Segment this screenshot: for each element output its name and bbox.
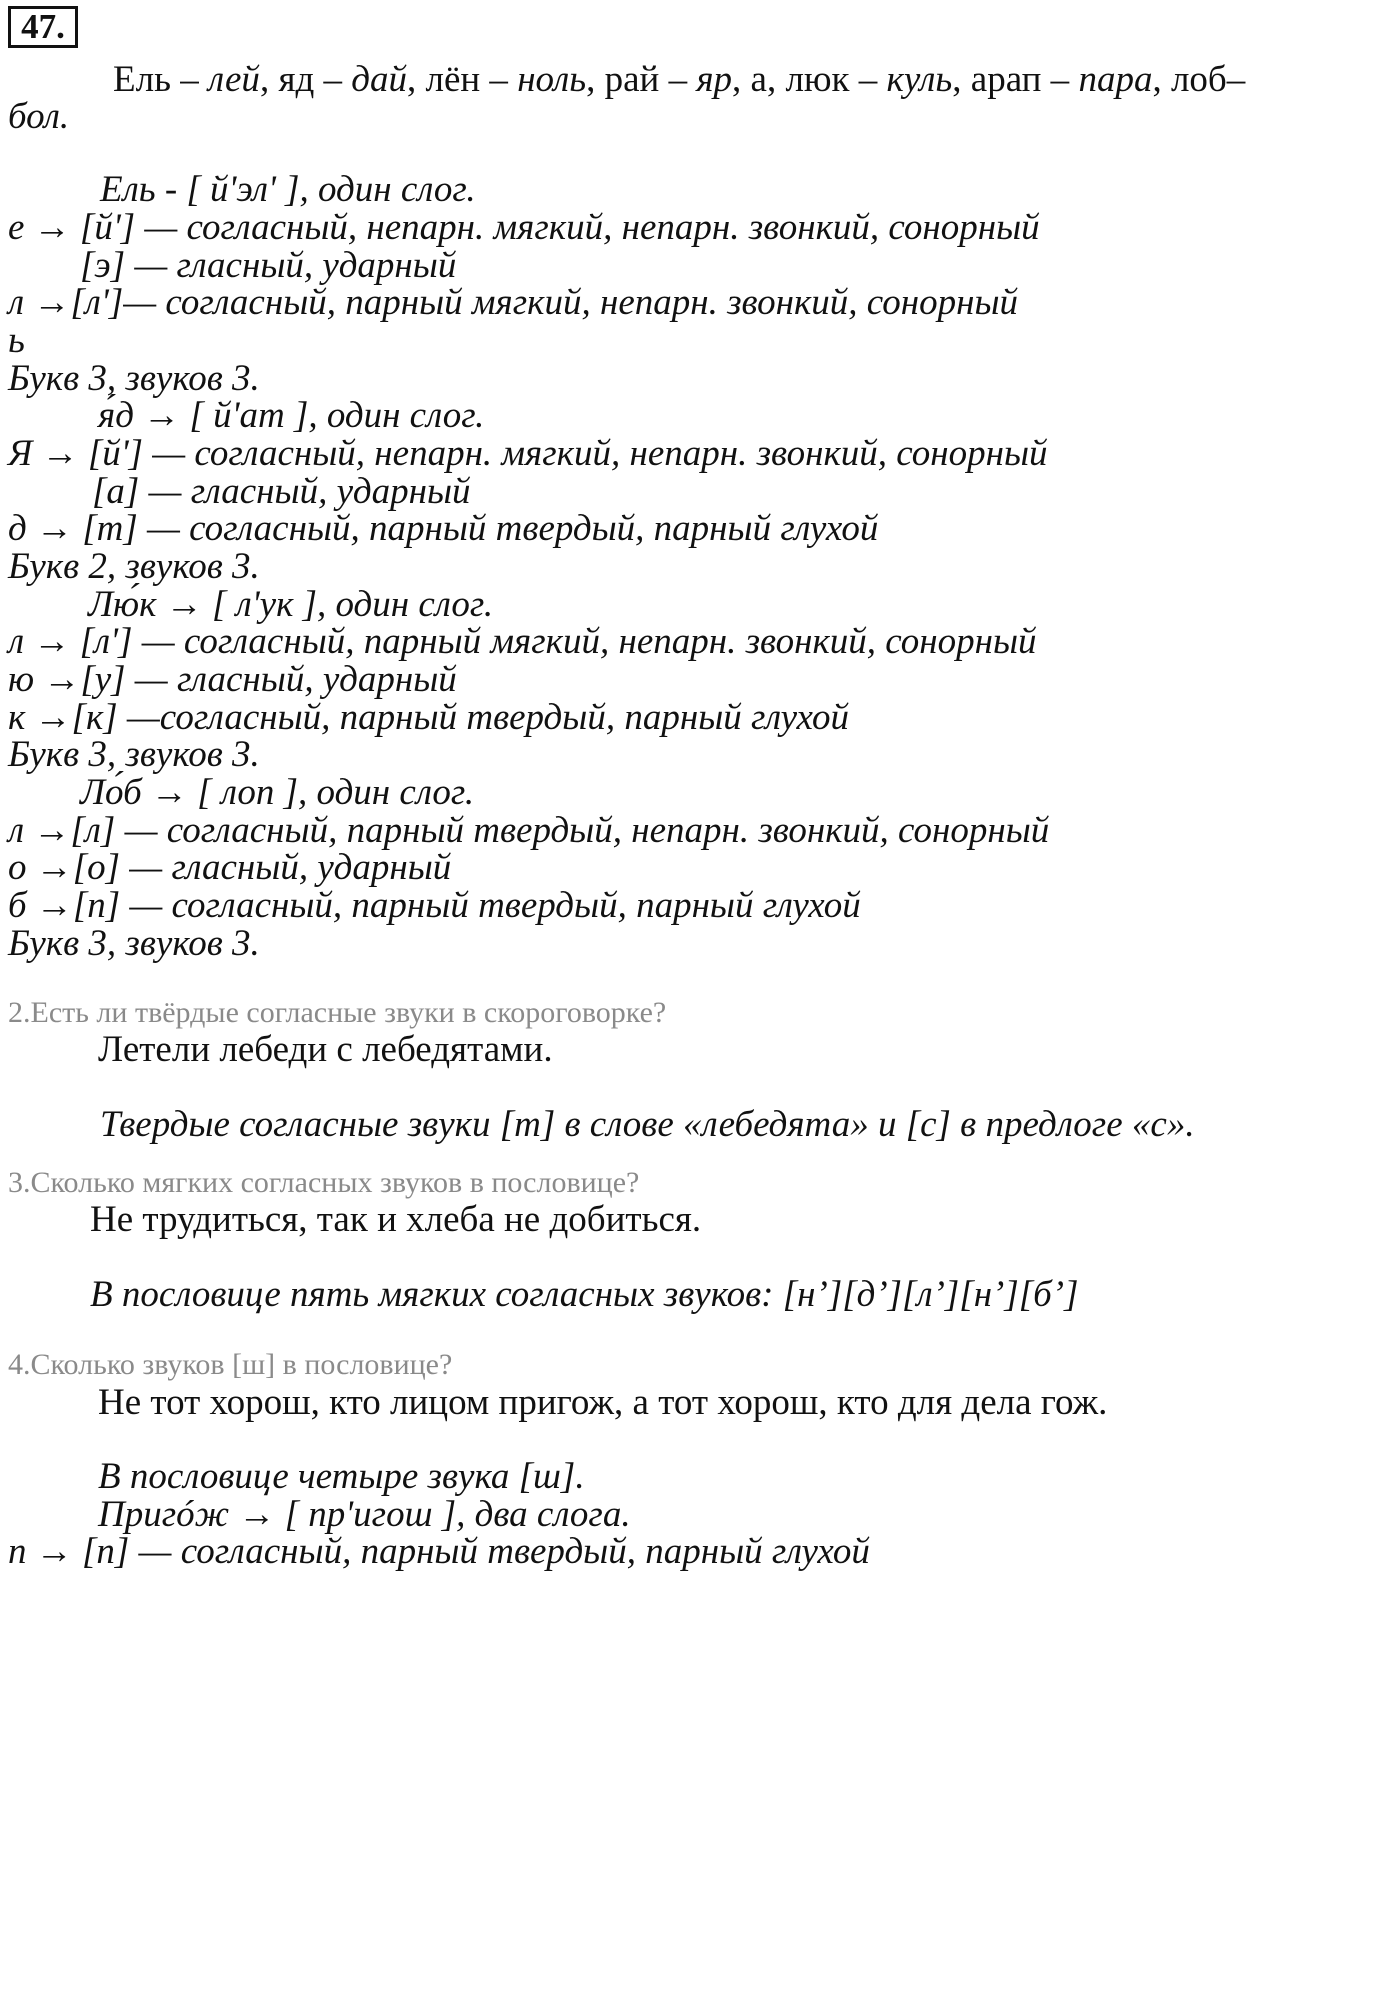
question-4: 4.Сколько звуков [ш] в пословице? (8, 1348, 453, 1381)
analysis-line: Я → [й'] — согласный, непарн. мягкий, непарн. звонкий, сонорный (8, 433, 1048, 474)
analysis-line: л →[л] — согласный, парный твердый, непарн. звонкий, сонорный (8, 810, 1050, 851)
tongue-twister: Летели лебеди с лебедятами. (98, 1029, 553, 1070)
intro-rhyme-word: ноль (517, 59, 587, 100)
intro-text: , а, люк – (732, 59, 887, 100)
answer-4-line-3: п → [п] — согласный, парный твердый, парный глухой (8, 1531, 870, 1572)
proverb-4: Не тот хорош, кто лицом пригож, а тот хорош, кто для дела гож. (98, 1382, 1108, 1423)
intro-rhyme-word: яр (696, 59, 733, 100)
analysis-line: Букв 2, звуков 3. (8, 546, 260, 587)
intro-rhyme-word: дай (351, 59, 407, 100)
intro-text: , арап – (952, 59, 1079, 100)
proverb-3: Не трудиться, так и хлеба не добиться. (90, 1199, 702, 1240)
analysis-line: Букв 3, звуков 3. (8, 923, 260, 964)
question-2: 2.Есть ли твёрдые согласные звуки в скороговорке? (8, 996, 667, 1029)
intro-continuation: бол. (8, 96, 70, 137)
analysis-line: Лю́к → [ л'ук ], один слог. (88, 584, 494, 625)
question-3: 3.Сколько мягких согласных звуков в пословице? (8, 1166, 640, 1199)
analysis-line: о →[о] — гласный, ударный (8, 847, 452, 888)
exercise-number: 47. (8, 6, 78, 48)
analysis-line: е → [й'] — согласный, непарн. мягкий, непарн. звонкий, сонорный (8, 207, 1040, 248)
intro-rhyme-word: лей (207, 59, 260, 100)
intro-text: , яд – (259, 59, 352, 100)
analysis-line: б →[п] — согласный, парный твердый, парный глухой (8, 885, 861, 926)
intro-text: , лён – (407, 59, 518, 100)
intro-word-pairs (113, 58, 1245, 102)
intro-text: Ель – (113, 59, 208, 100)
answer-4-line-2: Пригóж → [ пр'игош ], два слога. (98, 1494, 631, 1535)
analysis-line: л →[л']— согласный, парный мягкий, непарн. звонкий, сонорный (8, 282, 1019, 323)
analysis-line: л → [л'] — согласный, парный мягкий, непарн. звонкий, сонорный (8, 621, 1037, 662)
analysis-line: ю →[у] — гласный, ударный (8, 659, 457, 700)
answer-2: Твердые согласные звуки [т] в слове «лебедята» и [с] в предлоге «с». (100, 1104, 1195, 1145)
intro-rhyme-word: куль (886, 59, 953, 100)
intro-text: , рай – (586, 59, 697, 100)
analysis-line: Ло́б → [ лоп ], один слог. (80, 772, 475, 813)
analysis-line: к →[к] —согласный, парный твердый, парный глухой (8, 697, 850, 738)
intro-text: , лоб– (1152, 59, 1246, 100)
answer-3: В пословице пять мягких согласных звуков: [н’][д’][л’][н’][б’] (90, 1274, 1079, 1315)
answer-4-line-1: В пословице четыре звука [ш]. (98, 1456, 585, 1497)
analysis-line: ь (8, 320, 25, 361)
intro-rhyme-word: пара (1078, 59, 1153, 100)
analysis-line: [э] — гласный, ударный (80, 245, 457, 286)
analysis-line: д → [т] — согласный, парный твердый, парный глухой (8, 508, 879, 549)
analysis-line: Букв 3, звуков 3. (8, 734, 260, 775)
analysis-line: Ель - [ й'эл' ], один слог. (100, 169, 476, 210)
analysis-line: Букв 3, звуков 3. (8, 358, 260, 399)
analysis-line: я́д → [ й'ат ], один слог. (98, 395, 485, 436)
analysis-line: [а] — гласный, ударный (92, 471, 471, 512)
